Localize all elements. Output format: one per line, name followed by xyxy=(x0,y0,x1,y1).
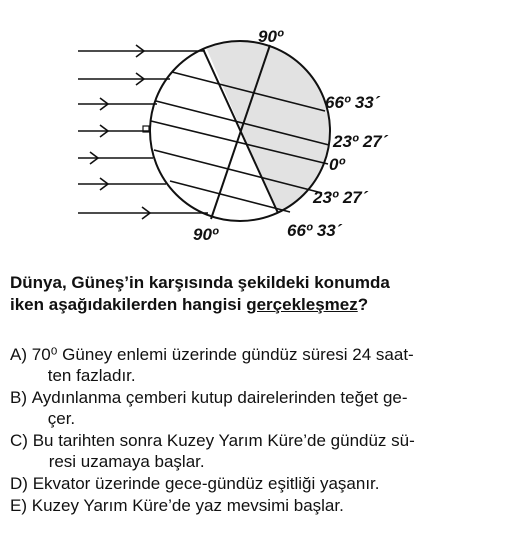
answer-options xyxy=(10,344,505,517)
earth-sun-diagram xyxy=(0,0,515,255)
question-line-1: Dünya, Güneş’in karşısında şekildeki konumda xyxy=(10,273,390,292)
option-e-letter: E) xyxy=(10,496,27,515)
question-line-2 xyxy=(10,294,500,316)
option-c-line-2: resi uzamaya başlar. xyxy=(48,452,205,471)
option-a-line-1: 70⁰ Güney enlemi üzerinde gündüz süresi 24 saat- xyxy=(31,345,414,364)
question-text xyxy=(10,272,500,316)
option-d[interactable] xyxy=(10,473,505,494)
option-d-line-1: Ekvator üzerinde gece-gündüz eşitliği yaşanır. xyxy=(32,474,380,493)
option-b-letter: B) xyxy=(10,388,27,407)
option-c-letter: C) xyxy=(10,431,28,450)
question-emphasis: gerçekleşmez xyxy=(246,295,358,314)
label-tropic-of-capricorn: 23º 27´ xyxy=(313,188,368,207)
option-c[interactable] xyxy=(10,430,505,472)
option-b[interactable] xyxy=(10,387,505,429)
option-e-line-1: Kuzey Yarım Küre’de yaz mevsimi başlar. xyxy=(31,496,344,515)
question-mark: ? xyxy=(357,295,369,314)
option-a[interactable] xyxy=(10,344,505,386)
option-a-line-2: ten fazladır. xyxy=(47,366,136,385)
option-d-letter: D) xyxy=(10,474,28,493)
option-a-letter: A) xyxy=(10,345,27,364)
question-line-2-start: iken aşağıdakilerden hangisi xyxy=(10,295,247,314)
label-arctic-circle: 66º 33´ xyxy=(325,93,380,112)
option-b-line-2: çer. xyxy=(47,409,76,428)
label-tropic-of-cancer: 23º 27´ xyxy=(333,132,388,151)
label-equator: 0º xyxy=(329,155,345,174)
label-south-pole: 90º xyxy=(193,225,219,244)
option-e[interactable] xyxy=(10,495,505,516)
option-b-line-1: Aydınlanma çemberi kutup dairelerinden teğet ge- xyxy=(31,388,408,407)
label-north-pole: 90º xyxy=(258,27,284,46)
label-antarctic-circle: 66º 33´ xyxy=(287,221,342,240)
option-c-line-1: Bu tarihten sonra Kuzey Yarım Küre’de gündüz sü- xyxy=(32,431,415,450)
